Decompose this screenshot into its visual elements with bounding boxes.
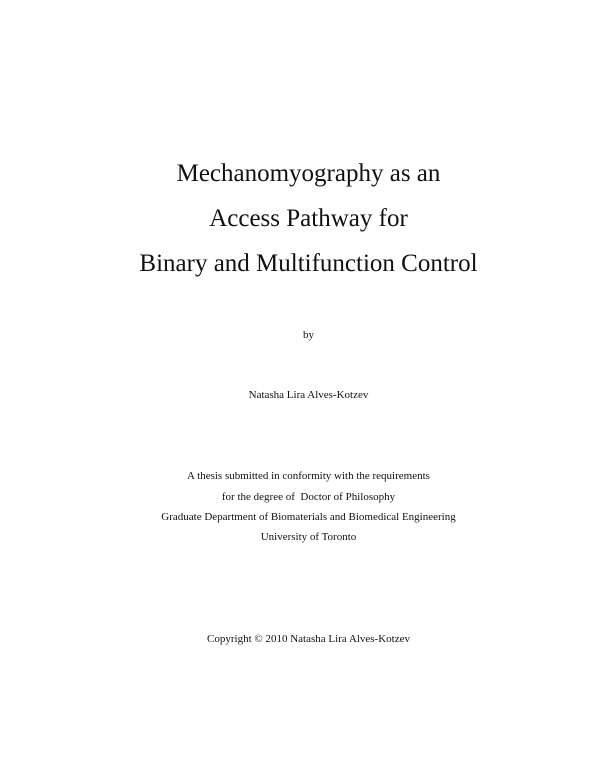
title-line-1: Mechanomyography as an	[176, 160, 441, 187]
title-line-3: Binary and Multifunction Control	[139, 250, 478, 277]
thesis-statement-line-1: A thesis submitted in conformity with the requirements	[187, 470, 430, 482]
copyright-notice: Copyright © 2010 Natasha Lira Alves-Kotzev	[207, 633, 410, 645]
university: University of Toronto	[260, 531, 357, 543]
byline: by	[303, 329, 314, 341]
title-line-2: Access Pathway for	[209, 205, 408, 232]
author-name: Natasha Lira Alves-Kotzev	[248, 389, 369, 401]
department: Graduate Department of Biomaterials and Biomedical Engineering	[161, 511, 456, 523]
thesis-statement-line-2: for the degree of Doctor of Philosophy	[221, 491, 396, 503]
